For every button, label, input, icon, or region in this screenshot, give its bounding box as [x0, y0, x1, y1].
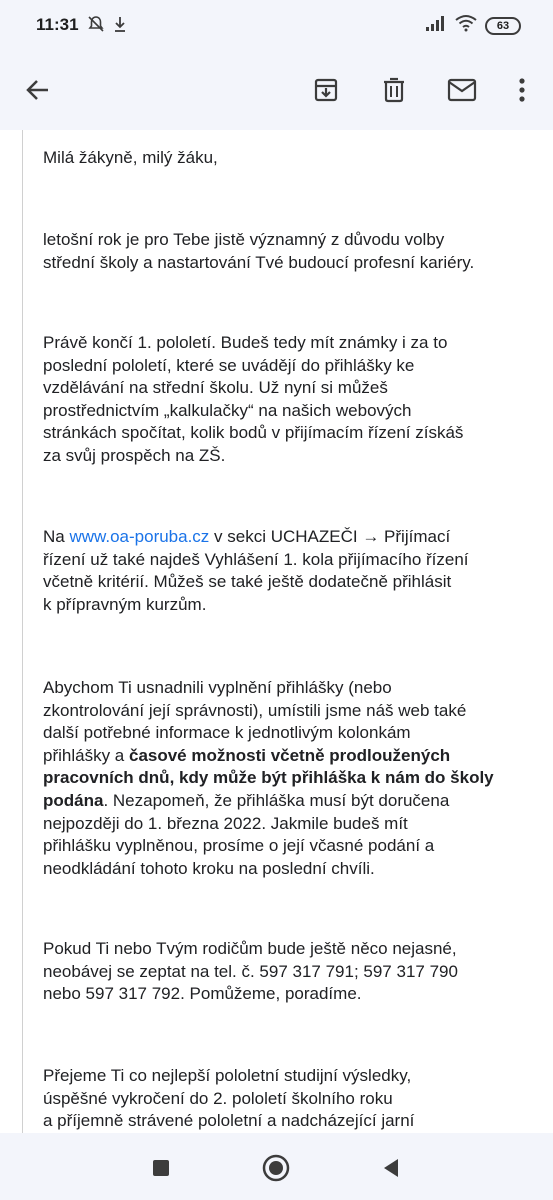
battery-icon: 63 [485, 17, 521, 35]
status-right-icons [425, 14, 521, 37]
paragraph-5: Pokud Ti nebo Tvým rodičům bude ještě něco nejasné, neobávej se zeptat na tel. č. 597 317 791; 597 317 790 nebo 597 317 792. Pomůžeme, poradíme. [43, 939, 458, 1004]
paragraph-2: Právě končí 1. pololetí. Budeš tedy mít známky i za to poslední pololetí, které se uvádějí do přihlášky ke vzdělávání na střední školu. Už nyní si můžeš prostřednictvím „kalkulačky“ na našich webových stránkách spočítat, kolik bodů v přijímacím řízení získáš za svůj prospěch na ZŠ. [43, 333, 464, 465]
muted-bell-icon [86, 14, 106, 39]
status-left-icons [86, 14, 128, 39]
status-time: 11:31 [36, 15, 79, 34]
mail-icon[interactable] [440, 68, 484, 112]
archive-icon[interactable] [304, 68, 348, 112]
quote-divider [22, 130, 23, 1133]
home-icon[interactable] [261, 1153, 291, 1183]
more-vert-icon[interactable] [500, 68, 544, 112]
website-link[interactable]: www.oa-poruba.cz [69, 527, 210, 546]
wifi-icon [455, 14, 477, 37]
signal-icon [425, 14, 447, 37]
paragraph-3: Na www.oa-poruba.cz v sekci UCHAZEČI → Přijímací řízení už také najdeš Vyhlášení 1. kola přijímacího řízení včetně kritérií. Můžeš se také ještě dodatečně přihlásit k přípravným kurzům. [43, 527, 469, 614]
status-bar [0, 0, 553, 50]
download-icon [112, 14, 128, 39]
system-nav-bar [0, 1133, 553, 1200]
bold-highlight: časové možnosti včetně prodloužených [128, 745, 451, 765]
greeting: Milá žákyně, milý žáku, [43, 148, 218, 167]
back-icon[interactable] [376, 1153, 406, 1183]
back-arrow-icon[interactable] [16, 68, 60, 112]
paragraph-1: letošní rok je pro Tebe jistě významný z důvodu volby střední školy a nastartování Tvé budoucí profesní kariéry. [43, 230, 475, 272]
bold-highlight: podána [43, 790, 104, 810]
paragraph-6: Přejeme Ti co nejlepší pololetní studijní výsledky, úspěšné vykročení do 2. pololetí školního roku a příjemně strávené pololetní a nadcházející jarní [43, 1066, 415, 1131]
trash-icon[interactable] [372, 68, 416, 112]
recent-apps-icon[interactable] [146, 1153, 176, 1183]
bold-highlight: pracovních dnů, kdy může být přihláška k nám do školy [43, 768, 494, 788]
paragraph-4: Abychom Ti usnadnili vyplnění přihlášky (nebo zkontrolování její správnosti), umístili jsme náš web také další potřebné informace k jednotlivým kolonkám přihlášky a časové možnosti včetně prodloužených pracovních dnů, kdy může být přihláška k nám do školy podána. Nezapomeň, že přihláška musí být doručena nejpozději do 1. března 2022. Jakmile budeš mít přihlášku vyplněnou, prosíme o její včasné podání a neodkládání tohoto kroku na poslední chvíli. [43, 678, 494, 878]
email-body[interactable] [0, 130, 553, 1133]
email-toolbar [0, 50, 553, 130]
